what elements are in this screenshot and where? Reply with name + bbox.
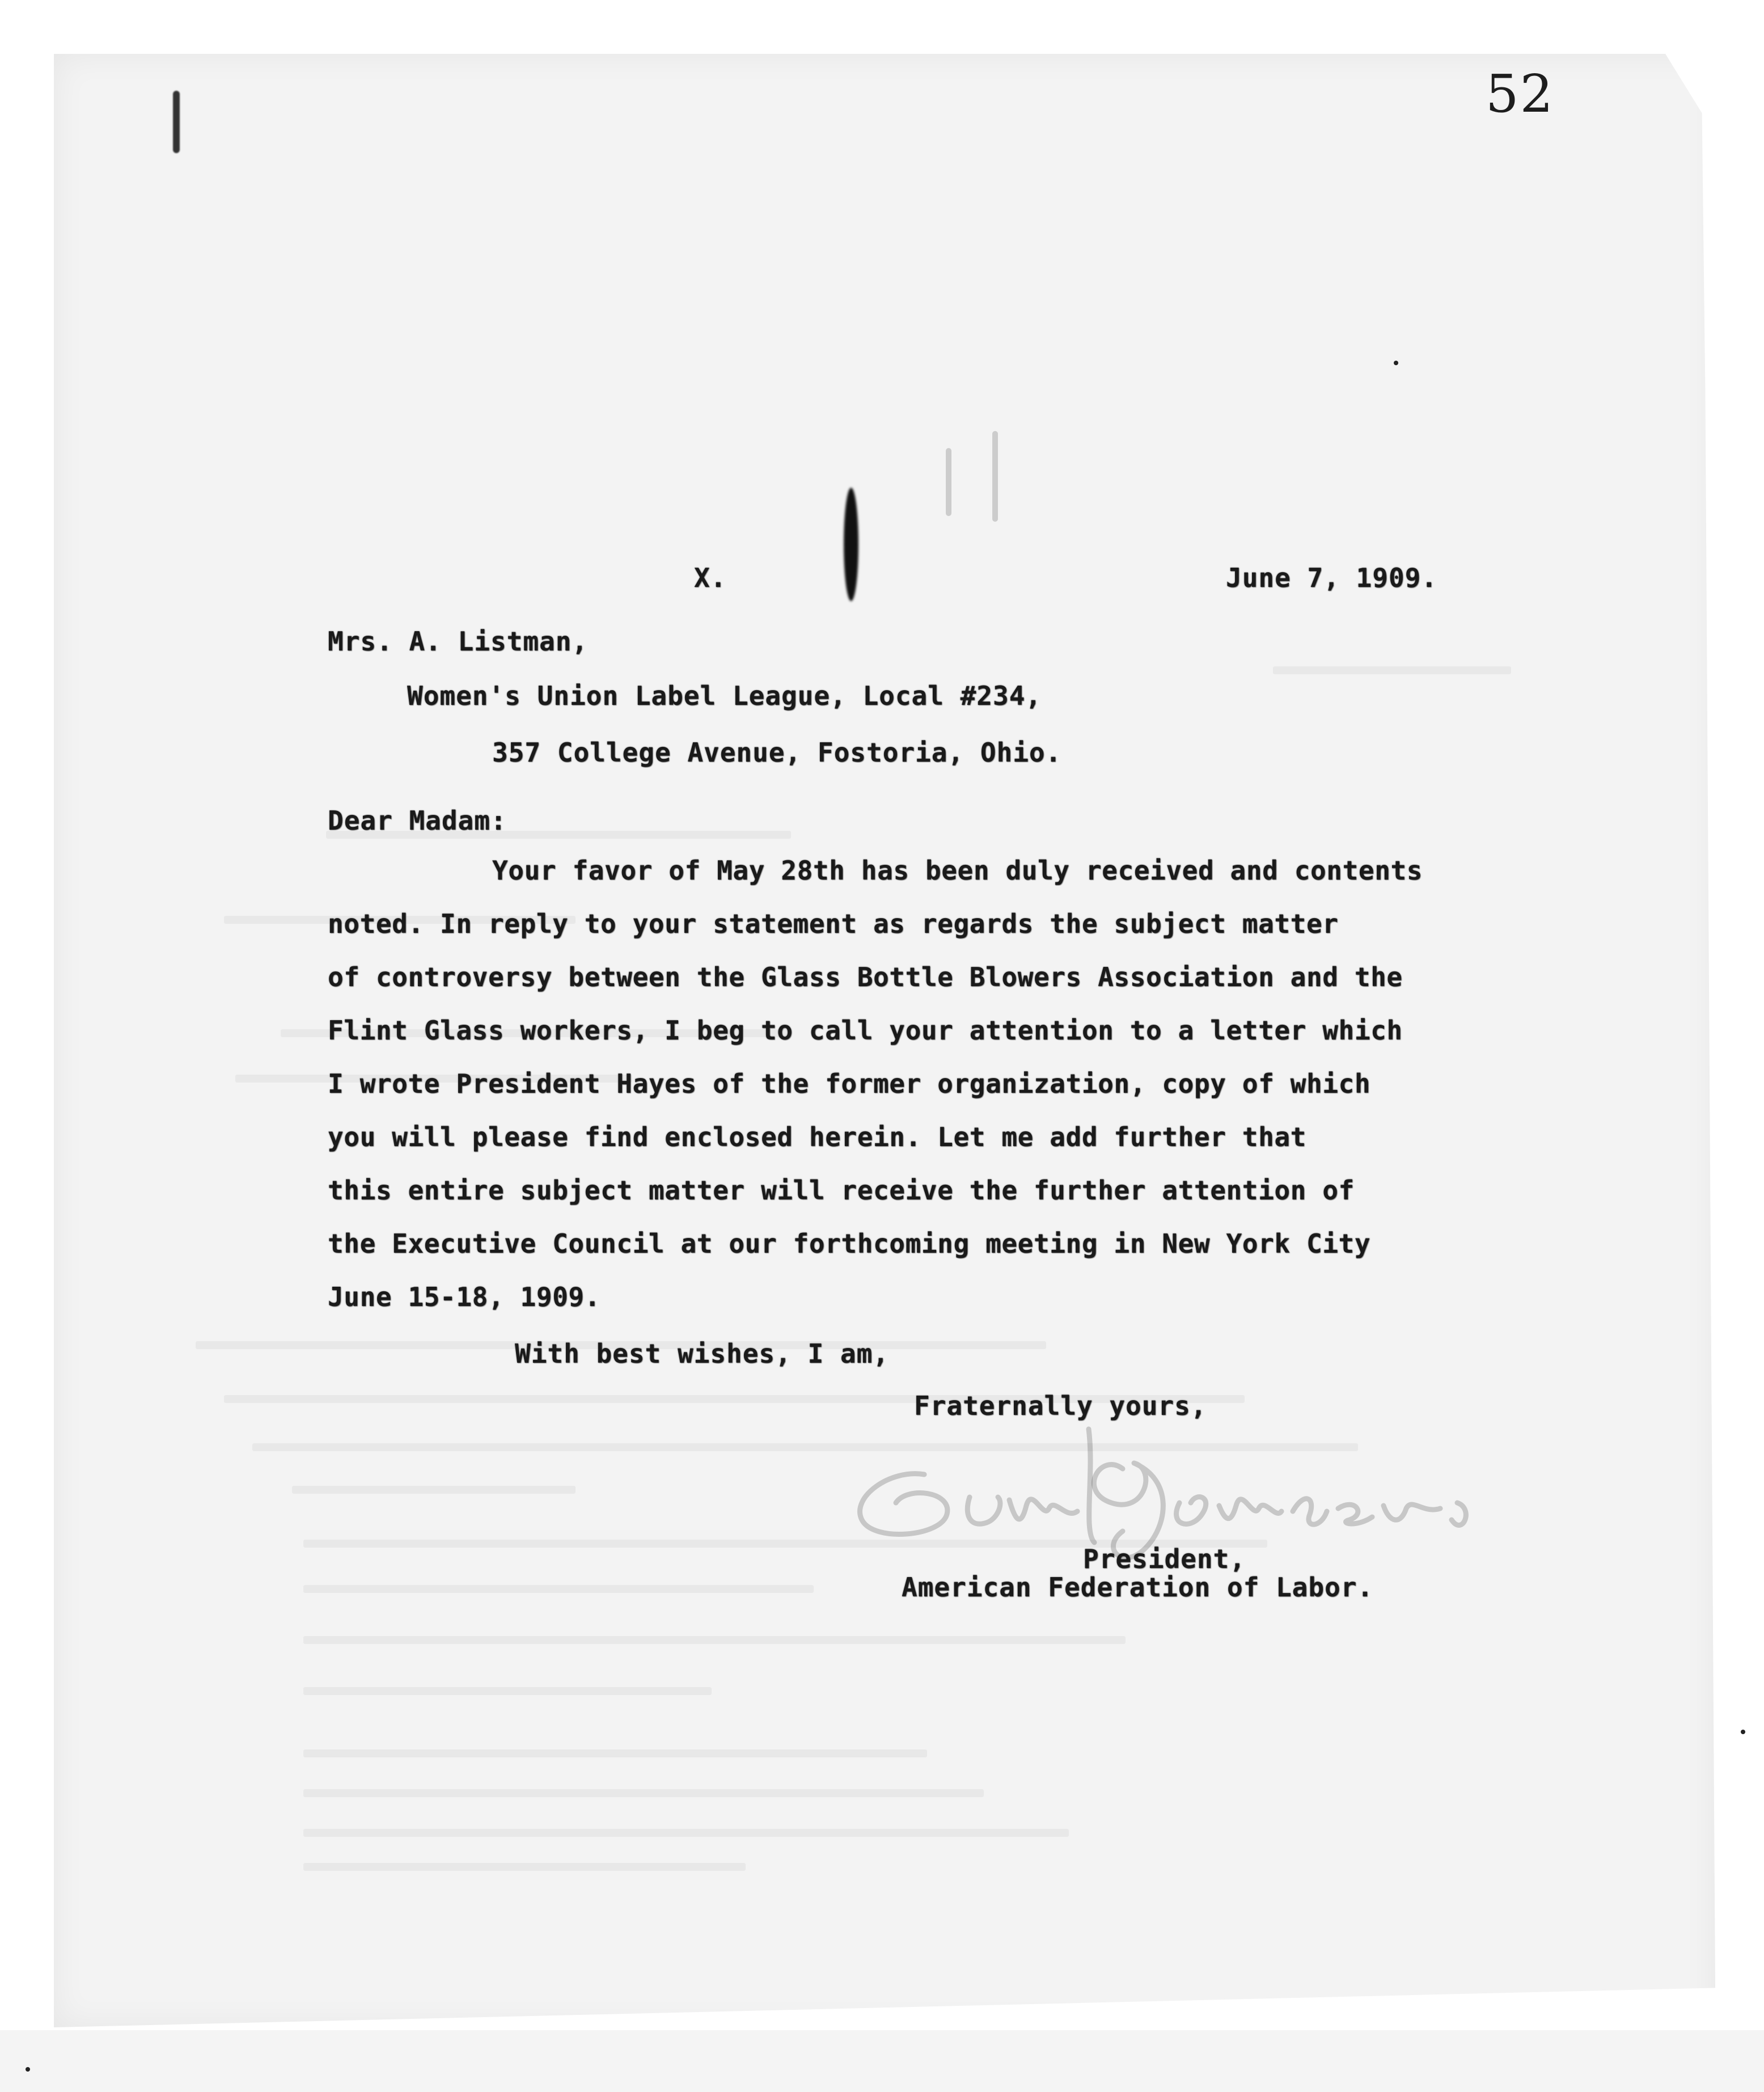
- recipient-organization: Women's Union Label League, Local #234,: [407, 681, 1042, 711]
- body-line: you will please find enclosed herein. Let me add further that: [328, 1122, 1306, 1152]
- bleed-through-line: [303, 1749, 927, 1757]
- scan-bottom-band: [0, 2030, 1764, 2092]
- signer-title: President,: [1083, 1544, 1246, 1574]
- edge-mark: [173, 91, 180, 153]
- page-number: 52: [1486, 64, 1555, 124]
- bleed-through-line: [303, 1636, 1126, 1644]
- body-line: I wrote President Hayes of the former organization, copy of which: [328, 1068, 1371, 1099]
- bleed-through-line: [303, 1829, 1069, 1837]
- body-line: Flint Glass workers, I beg to call your attention to a letter which: [328, 1015, 1403, 1046]
- stray-dot: [1394, 361, 1398, 365]
- bleed-through-line: [1273, 666, 1511, 674]
- body-line: noted. In reply to your statement as regards the subject matter: [328, 908, 1339, 939]
- signer-organization: American Federation of Labor.: [902, 1572, 1374, 1603]
- recipient-name: Mrs. A. Listman,: [328, 626, 589, 657]
- stray-dot: [1741, 1730, 1745, 1734]
- body-line: Your favor of May 28th has been duly received and contents: [492, 855, 1423, 886]
- bleed-through-line: [303, 1789, 984, 1797]
- body-line: the Executive Council at our forthcoming meeting in New York City: [328, 1228, 1371, 1259]
- body-line: this entire subject matter will receive the further attention of: [328, 1175, 1355, 1206]
- recipient-address: 357 College Avenue, Fostoria, Ohio.: [492, 737, 1062, 768]
- stray-dot: [26, 2067, 30, 2072]
- bleed-through-line: [292, 1486, 576, 1494]
- bleed-through-line: [303, 1863, 746, 1871]
- salutation: Dear Madam:: [328, 805, 507, 836]
- ink-smudge: [844, 488, 858, 601]
- letter-date: June 7, 1909.: [1226, 563, 1438, 593]
- body-line: June 15-18, 1909.: [328, 1282, 601, 1312]
- body-line: of controversy between the Glass Bottle Blowers Association and the: [328, 962, 1403, 992]
- letter-marker: X.: [694, 563, 727, 593]
- complimentary-close: Fraternally yours,: [914, 1391, 1207, 1421]
- faint-mark: [946, 448, 951, 516]
- bleed-through-line: [303, 1687, 712, 1695]
- bleed-through-line: [303, 1585, 814, 1593]
- faint-mark: [992, 431, 998, 522]
- closing-line: With best wishes, I am,: [515, 1338, 889, 1369]
